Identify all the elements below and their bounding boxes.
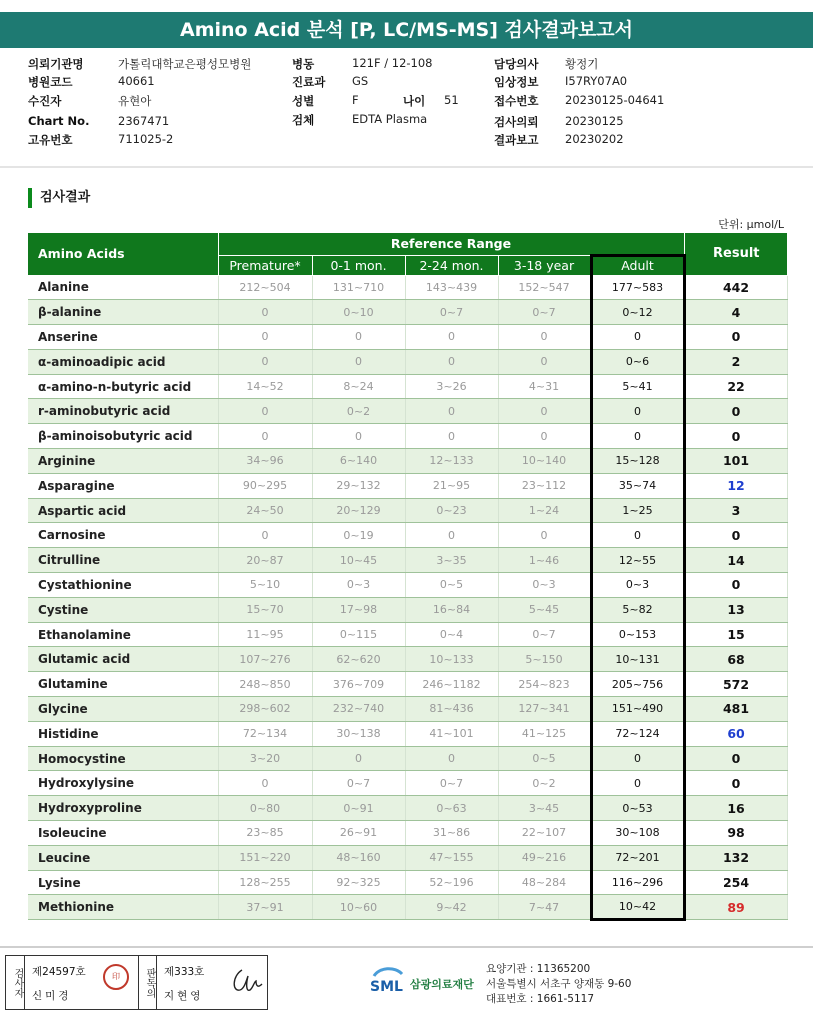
reference-range: 0 [405,746,498,771]
reference-range: 7~47 [498,895,591,920]
header-3-18-year: 3-18 year [498,255,591,275]
reference-range: 212~504 [218,275,312,300]
adult-range: 5~41 [591,374,684,399]
reference-range: 6~140 [312,449,405,474]
amino-acid-name: r-aminobutyric acid [28,399,218,424]
reference-range: 254~823 [498,672,591,697]
info-value: 2367471 [118,114,170,128]
reference-range: 17~98 [312,597,405,622]
seal-stamp: 印 [103,964,129,990]
adult-range: 30~108 [591,821,684,846]
result-value: 15 [684,622,787,647]
table-row [28,771,787,796]
reference-range: 49~216 [498,845,591,870]
lab-address: 서울특별시 서초구 양재동 9-60 [486,978,632,990]
reference-range: 10~133 [405,647,498,672]
reference-range: 41~101 [405,721,498,746]
reference-range: 0 [218,399,312,424]
reference-range: 0 [312,424,405,449]
reference-range: 376~709 [312,672,405,697]
result-value: 68 [684,647,787,672]
reference-range: 37~91 [218,895,312,920]
reference-range: 0~5 [498,746,591,771]
result-value: 22 [684,374,787,399]
result-value: 254 [684,870,787,895]
reference-range: 0 [498,325,591,350]
reference-range: 5~10 [218,573,312,598]
amino-acid-name: Glutamine [28,672,218,697]
reference-range: 5~45 [498,597,591,622]
results-body [28,275,787,920]
result-value: 0 [684,325,787,350]
reference-range: 107~276 [218,647,312,672]
reference-range: 0~7 [498,622,591,647]
info-value: 51 [444,93,459,107]
info-value: 황정기 [565,57,599,71]
reference-range: 151~220 [218,845,312,870]
header-0-1-mon: 0-1 mon. [312,255,405,275]
result-value: 16 [684,796,787,821]
header-2-24-mon: 2-24 mon. [405,255,498,275]
reference-range: 232~740 [312,697,405,722]
info-label: Chart No. [28,114,90,128]
adult-range: 0 [591,523,684,548]
adult-range: 72~201 [591,845,684,870]
reference-range: 9~42 [405,895,498,920]
header-amino-acids: Amino Acids [28,233,218,275]
result-value: 89 [684,895,787,920]
table-row [28,424,787,449]
result-value: 0 [684,424,787,449]
info-value: 711025-2 [118,132,174,146]
reference-range: 14~52 [218,374,312,399]
reference-range: 0 [405,424,498,449]
reference-range: 20~129 [312,498,405,523]
table-row [28,821,787,846]
reference-range: 0 [312,325,405,350]
reference-range: 0~2 [312,399,405,424]
reference-range: 0 [498,349,591,374]
info-value: 20230125 [565,114,624,128]
result-value: 0 [684,399,787,424]
info-label: 고유번호 [28,133,73,147]
amino-acid-name: Lysine [28,870,218,895]
reference-range: 0~3 [312,573,405,598]
table-row [28,845,787,870]
reference-range: 0~10 [312,300,405,325]
reference-range: 0 [218,424,312,449]
info-label: 수진자 [28,94,62,108]
info-value: I57RY07A0 [565,74,628,88]
reference-range: 8~24 [312,374,405,399]
reference-range: 22~107 [498,821,591,846]
footer-divider [0,946,813,948]
info-value: EDTA Plasma [352,112,428,126]
adult-range: 72~124 [591,721,684,746]
reference-range: 0 [218,300,312,325]
amino-acid-name: Hydroxylysine [28,771,218,796]
table-row [28,300,787,325]
reference-range: 23~85 [218,821,312,846]
table-row [28,349,787,374]
report-title: Amino Acid 분석 [P, LC/MS-MS] 검사결과보고서 [0,12,813,48]
table-row [28,498,787,523]
reference-range: 48~284 [498,870,591,895]
reference-range: 0 [498,523,591,548]
table-row [28,895,787,920]
reference-range: 248~850 [218,672,312,697]
table-row [28,746,787,771]
reference-range: 21~95 [405,473,498,498]
tester-label: 검사자 [6,956,25,1009]
reference-range: 90~295 [218,473,312,498]
reference-range: 0 [405,523,498,548]
reference-range: 92~325 [312,870,405,895]
reference-range: 0~63 [405,796,498,821]
adult-range: 5~82 [591,597,684,622]
adult-range: 151~490 [591,697,684,722]
table-row [28,325,787,350]
result-value: 132 [684,845,787,870]
reference-range: 0 [405,399,498,424]
reference-range: 10~60 [312,895,405,920]
reference-range: 0 [405,325,498,350]
amino-acid-name: α-amino-n-butyric acid [28,374,218,399]
amino-acid-name: Ethanolamine [28,622,218,647]
unit-label: 단위: μmol/L [718,218,784,231]
table-row [28,449,787,474]
table-row [28,573,787,598]
info-label: 의뢰기관명 [28,57,84,71]
reference-range: 152~547 [498,275,591,300]
amino-acid-name: Methionine [28,895,218,920]
table-row [28,697,787,722]
amino-acid-name: Histidine [28,721,218,746]
adult-range: 0~6 [591,349,684,374]
result-value: 572 [684,672,787,697]
reference-range: 41~125 [498,721,591,746]
amino-acid-name: Hydroxyproline [28,796,218,821]
reference-range: 23~112 [498,473,591,498]
reader-label: 판독의 [138,956,157,1009]
reference-range: 15~70 [218,597,312,622]
reference-range: 3~35 [405,548,498,573]
reference-range: 1~24 [498,498,591,523]
result-value: 0 [684,746,787,771]
sml-logo-icon [368,964,408,1000]
table-row [28,473,787,498]
adult-range: 116~296 [591,870,684,895]
info-label: 성별 [292,94,315,108]
table-row [28,523,787,548]
reference-range: 16~84 [405,597,498,622]
reference-range: 29~132 [312,473,405,498]
reference-range: 0~7 [312,771,405,796]
info-label: 접수번호 [494,94,539,108]
results-table [28,233,788,921]
table-row [28,796,787,821]
lab-phone: 대표번호 : 1661-5117 [486,993,595,1005]
reference-range: 0~91 [312,796,405,821]
amino-acid-name: Cystine [28,597,218,622]
amino-acid-name: Anserine [28,325,218,350]
reference-range: 31~86 [405,821,498,846]
reference-range: 298~602 [218,697,312,722]
reference-range: 10~140 [498,449,591,474]
reference-range: 0~7 [405,300,498,325]
amino-acid-name: α-aminoadipic acid [28,349,218,374]
result-value: 60 [684,721,787,746]
reference-range: 5~150 [498,647,591,672]
adult-range: 0~3 [591,573,684,598]
adult-range: 12~55 [591,548,684,573]
adult-range: 0 [591,771,684,796]
reference-range: 81~436 [405,697,498,722]
reference-range: 11~95 [218,622,312,647]
header-adult: Adult [591,255,684,275]
result-value: 101 [684,449,787,474]
info-label: 병동 [292,57,315,71]
adult-range: 10~131 [591,647,684,672]
signature-icon [228,966,264,996]
info-label: 진료과 [292,75,326,89]
reference-range: 24~50 [218,498,312,523]
info-value: 40661 [118,74,155,88]
amino-acid-name: Glutamic acid [28,647,218,672]
reference-range: 12~133 [405,449,498,474]
reference-range: 0 [218,523,312,548]
reference-range: 72~134 [218,721,312,746]
reference-range: 52~196 [405,870,498,895]
reference-range: 48~160 [312,845,405,870]
header-reference-range: Reference Range [218,233,684,255]
info-label: 나이 [403,94,426,108]
info-value: 유현아 [118,94,152,108]
lab-info [486,962,631,1007]
adult-range: 0~153 [591,622,684,647]
reference-range: 10~45 [312,548,405,573]
amino-acid-name: Asparagine [28,473,218,498]
table-row [28,721,787,746]
info-label: 담당의사 [494,57,539,71]
table-row [28,647,787,672]
result-value: 0 [684,573,787,598]
table-row [28,399,787,424]
info-value: 가톨릭대학교은평성모병원 [118,57,252,71]
info-label: 검체 [292,113,315,127]
amino-acid-name: Glycine [28,697,218,722]
reference-range: 0~80 [218,796,312,821]
reference-range: 34~96 [218,449,312,474]
reference-range: 26~91 [312,821,405,846]
adult-range: 0 [591,746,684,771]
adult-range: 35~74 [591,473,684,498]
reference-range: 3~26 [405,374,498,399]
amino-acid-name: β-aminoisobutyric acid [28,424,218,449]
reader-name: 지현영 [164,990,204,1002]
reference-range: 0~115 [312,622,405,647]
signature-box [5,955,268,1010]
result-value: 2 [684,349,787,374]
adult-range: 1~25 [591,498,684,523]
table-row [28,622,787,647]
table-row [28,275,787,300]
result-value: 3 [684,498,787,523]
reference-range: 0 [312,746,405,771]
info-value: 121F / 12-108 [352,56,433,70]
info-value: F [352,93,359,107]
adult-range: 0 [591,399,684,424]
info-value: 20230202 [565,132,624,146]
reference-range: 0~2 [498,771,591,796]
adult-range: 0 [591,325,684,350]
amino-acid-name: Cystathionine [28,573,218,598]
reference-range: 127~341 [498,697,591,722]
amino-acid-name: Isoleucine [28,821,218,846]
reader-license: 제333호 [164,966,205,978]
reference-range: 20~87 [218,548,312,573]
table-row [28,548,787,573]
header-premature: Premature* [218,255,312,275]
reference-range: 0~5 [405,573,498,598]
reference-range: 131~710 [312,275,405,300]
reference-range: 47~155 [405,845,498,870]
result-value: 13 [684,597,787,622]
adult-range: 0 [591,424,684,449]
reference-range: 246~1182 [405,672,498,697]
reference-range: 4~31 [498,374,591,399]
logo-text: SML [370,979,403,995]
amino-acid-name: Citrulline [28,548,218,573]
adult-range: 177~583 [591,275,684,300]
tester-license: 제24597호 [32,966,86,978]
info-value: GS [352,74,369,88]
adult-range: 0~53 [591,796,684,821]
info-label: 결과보고 [494,133,539,147]
tester-name: 신미경 [32,990,72,1002]
info-value: 20230125-04641 [565,93,665,107]
org-name: 삼광의료재단 [410,978,474,991]
adult-range: 15~128 [591,449,684,474]
reference-range: 128~255 [218,870,312,895]
result-value: 12 [684,473,787,498]
reference-range: 0~19 [312,523,405,548]
adult-range: 10~42 [591,895,684,920]
reference-range: 0 [405,349,498,374]
amino-acid-name: Alanine [28,275,218,300]
info-label: 임상정보 [494,75,539,89]
reference-range: 30~138 [312,721,405,746]
reference-range: 0 [498,424,591,449]
reference-range: 143~439 [405,275,498,300]
adult-range: 205~756 [591,672,684,697]
result-value: 0 [684,523,787,548]
reference-range: 1~46 [498,548,591,573]
result-value: 4 [684,300,787,325]
info-label: 검사의뢰 [494,115,539,129]
adult-range: 0~12 [591,300,684,325]
table-row [28,870,787,895]
result-value: 0 [684,771,787,796]
result-value: 98 [684,821,787,846]
reference-range: 0~4 [405,622,498,647]
reference-range: 0~7 [498,300,591,325]
amino-acid-name: β-alanine [28,300,218,325]
reference-range: 0~23 [405,498,498,523]
reference-range: 0 [312,349,405,374]
table-row [28,597,787,622]
amino-acid-name: Carnosine [28,523,218,548]
amino-acid-name: Homocystine [28,746,218,771]
reference-range: 0~3 [498,573,591,598]
divider [0,166,813,168]
amino-acid-name: Leucine [28,845,218,870]
table-row [28,374,787,399]
header-result: Result [684,233,787,275]
reference-range: 0~7 [405,771,498,796]
result-value: 442 [684,275,787,300]
reference-range: 0 [218,349,312,374]
table-row [28,672,787,697]
reference-range: 62~620 [312,647,405,672]
section-title: 검사결과 [28,188,90,208]
result-value: 14 [684,548,787,573]
amino-acid-name: Aspartic acid [28,498,218,523]
lab-code: 요양기관 : 11365200 [486,963,591,975]
reference-range: 0 [218,325,312,350]
info-label: 병원코드 [28,75,73,89]
reference-range: 0 [218,771,312,796]
reference-range: 3~20 [218,746,312,771]
reference-range: 3~45 [498,796,591,821]
reference-range: 0 [498,399,591,424]
result-value: 481 [684,697,787,722]
amino-acid-name: Arginine [28,449,218,474]
